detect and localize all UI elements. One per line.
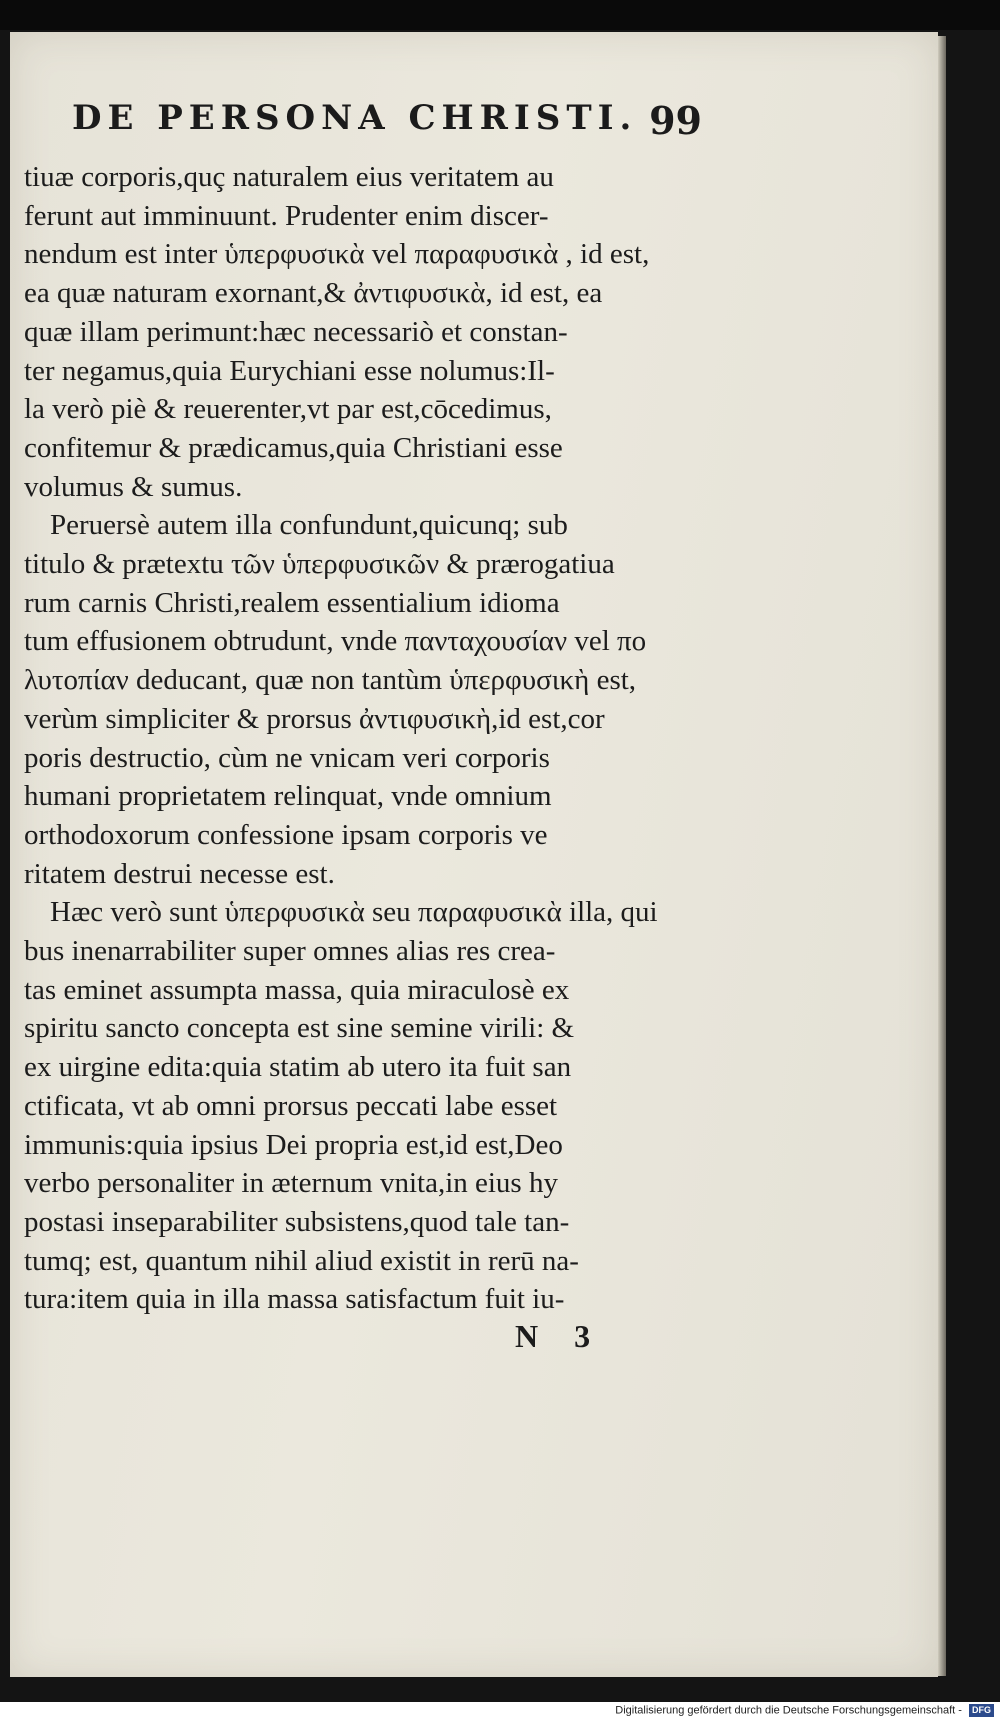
text-line: ex uirgine edita:quia statim ab utero ita fuit san (24, 1051, 572, 1084)
text-line: tumq; est, quantum nihil aliud existit in rerū na- (24, 1244, 579, 1277)
text-line: verùm simpliciter & prorsus ἀντιφυσικὴ,id est,cor (24, 702, 605, 735)
text-line: tum effusionem obtrudunt, vnde πανταχουσίαν vel πο (24, 625, 647, 658)
credit-text: Digitalisierung gefördert durch die Deutsche Forschungsgemeinschaft - (615, 1704, 962, 1717)
body-text (24, 158, 704, 1319)
text-line: Peruersè autem illa confundunt,quicunq; sub (50, 509, 568, 542)
text-line: tas eminet assumpta massa, quia miraculosè ex (24, 973, 570, 1006)
text-line: λυτοπίαν deducant, quæ non tantùm ὑπερφυσικὴ est, (24, 664, 637, 697)
footer-bar (0, 1702, 1000, 1724)
text-line: ter negamus,quia Eurychiani esse nolumus:Il- (24, 354, 555, 387)
text-line: la verò piè & reuerenter,vt par est,cōcedimus, (24, 393, 552, 426)
text-line: rum carnis Christi,realem essentialium idioma (24, 586, 560, 619)
text-line: immunis:quia ipsius Dei propria est,id est,Deo (24, 1128, 563, 1161)
text-line: quæ illam perimunt:hæc necessariò et constan- (24, 315, 568, 348)
text-line: ea quæ naturam exornant,& ἀντιφυσικὰ, id est, ea (24, 277, 603, 310)
text-line: volumus & sumus. (24, 470, 243, 503)
text-line: confitemur & prædicamus,quia Christiani esse (24, 431, 563, 464)
text-line: ctificata, vt ab omni prorsus peccati labe esset (24, 1089, 558, 1122)
running-title: DE PERSONA CHRISTI. (72, 98, 638, 138)
digitization-credit (615, 1704, 994, 1717)
text-line: humani proprietatem relinquat, vnde omnium (24, 780, 552, 813)
page-header (72, 98, 702, 148)
page-edge (938, 36, 946, 1676)
text-line: tura:item quia in illa massa satisfactum fuit iu- (24, 1283, 565, 1316)
text-line: tiuæ corporis,quç naturalem eius veritatem au (24, 161, 554, 193)
text-line: spiritu sancto concepta est sine semine virili: & (24, 1012, 575, 1045)
text-line: poris destructio, cùm ne vnicam veri corporis (24, 741, 550, 774)
text-line: titulo & prætextu τῶν ὑπερφυσικῶν & prærogatiua (24, 548, 615, 581)
page-number: 99 (649, 98, 702, 143)
text-line: nendum est inter ὑπερφυσικὰ vel παραφυσικὰ , id est, (24, 238, 650, 271)
text-line: bus inenarrabiliter super omnes alias res crea- (24, 935, 556, 968)
dfg-logo: DFG (969, 1704, 994, 1717)
text-line: orthodoxorum confessione ipsam corporis ve (24, 818, 548, 851)
text-line: ferunt aut imminuunt. Prudenter enim discer- (24, 199, 549, 232)
text-line: postasi inseparabiliter subsistens,quod tale tan- (24, 1205, 570, 1238)
text-line: verbo personaliter in æternum vnita,in eius hy (24, 1167, 558, 1200)
text-line: ritatem destrui necesse est. (24, 857, 335, 890)
signature-mark: N 3 (515, 1318, 605, 1354)
scan-top-strip (0, 0, 1000, 30)
text-line: Hæc verò sunt ὑπερφυσικὰ seu παραφυσικὰ illa, qui (50, 896, 658, 929)
